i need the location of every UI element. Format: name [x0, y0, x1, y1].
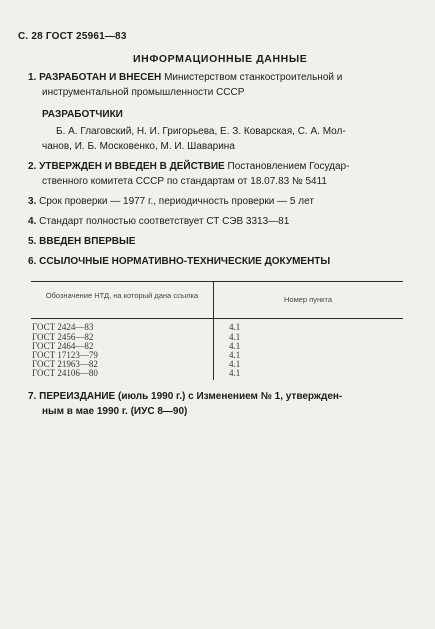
item-3-number: 3. — [28, 196, 37, 207]
item-5-number: 5. — [28, 236, 37, 247]
developers-line-1: Б. А. Глаговский, Н. И. Григорьева, Е. З. Коварская, С. А. Мол- — [56, 126, 346, 137]
table-row-clause: 4.1 — [229, 332, 241, 342]
item-7-text-cont: ным в мае 1990 г. (ИУС 8—90) — [42, 406, 188, 417]
item-1 — [28, 70, 401, 100]
item-2-text: Постановлением Государ- — [227, 161, 350, 172]
item-5 — [28, 234, 135, 249]
table-header-clause: Номер пункта — [283, 295, 332, 304]
item-2-heading: УТВЕРЖДЕН И ВВЕДЕН В ДЕЙСТВИЕ — [39, 161, 225, 172]
developers-line-2: чанов, И. Б. Московенко, М. И. Шаварина — [42, 141, 235, 152]
item-3-text: Срок проверки — 1977 г., периодичность проверки — 5 лет — [39, 196, 314, 207]
item-1-number: 1. — [28, 72, 37, 83]
item-6-number: 6. — [28, 256, 37, 267]
item-2 — [28, 159, 349, 189]
developers-heading: РАЗРАБОТЧИКИ — [42, 109, 123, 120]
item-4-number: 4. — [28, 216, 37, 227]
document-title: ИНФОРМАЦИОННЫЕ ДАННЫЕ — [133, 53, 308, 65]
table-row-doc: ГОСТ 21963—82 — [32, 359, 98, 369]
table-row-doc: ГОСТ 2456—82 — [32, 332, 94, 342]
table-row-doc: ГОСТ 2464—82 — [32, 341, 94, 351]
item-5-heading: ВВЕДЕН ВПЕРВЫЕ — [39, 236, 136, 247]
table-row-doc: ГОСТ 24106—80 — [32, 368, 98, 378]
item-7 — [28, 389, 342, 419]
item-4-text: Стандарт полностью соответствует СТ СЭВ 3313—81 — [39, 216, 290, 227]
item-2-number: 2. — [28, 161, 37, 172]
table-top-rule — [31, 281, 403, 282]
item-1-text-cont: инструментальной промышленности СССР — [42, 87, 245, 98]
table-row-clause: 4.1 — [229, 359, 241, 369]
item-7-number: 7. — [28, 391, 37, 402]
item-1-text: Министерством станкостроительной и — [164, 72, 343, 83]
item-1-heading: РАЗРАБОТАН И ВНЕСЕН — [39, 72, 162, 83]
item-7-heading: ПЕРЕИЗДАНИЕ — [39, 391, 116, 402]
table-row-doc: ГОСТ 2424—83 — [32, 322, 94, 332]
table-row-doc: ГОСТ 17123—79 — [32, 350, 98, 360]
table-row-clause: 4.1 — [229, 322, 241, 332]
item-6-heading: ССЫЛОЧНЫЕ НОРМАТИВНО-ТЕХНИЧЕСКИЕ ДОКУМЕНТЫ — [39, 256, 331, 267]
table-row-clause: 4.1 — [229, 368, 241, 378]
table-row-clause: 4.1 — [229, 341, 241, 351]
item-6 — [28, 254, 330, 269]
table-header-rule — [31, 318, 403, 319]
item-4 — [28, 214, 289, 229]
table-column-divider — [213, 282, 214, 380]
item-3 — [28, 194, 314, 209]
item-7-text: (июль 1990 г.) с Изменением № 1, утвержден- — [117, 391, 343, 402]
page-header: С. 28 ГОСТ 25961—83 — [18, 31, 127, 42]
table-row-clause: 4.1 — [229, 350, 241, 360]
table-header-doc: Обозначение НТД, на который дана ссылка — [45, 291, 199, 300]
item-2-text-cont: ственного комитета СССР по стандартам от 18.07.83 № 5411 — [42, 176, 327, 187]
